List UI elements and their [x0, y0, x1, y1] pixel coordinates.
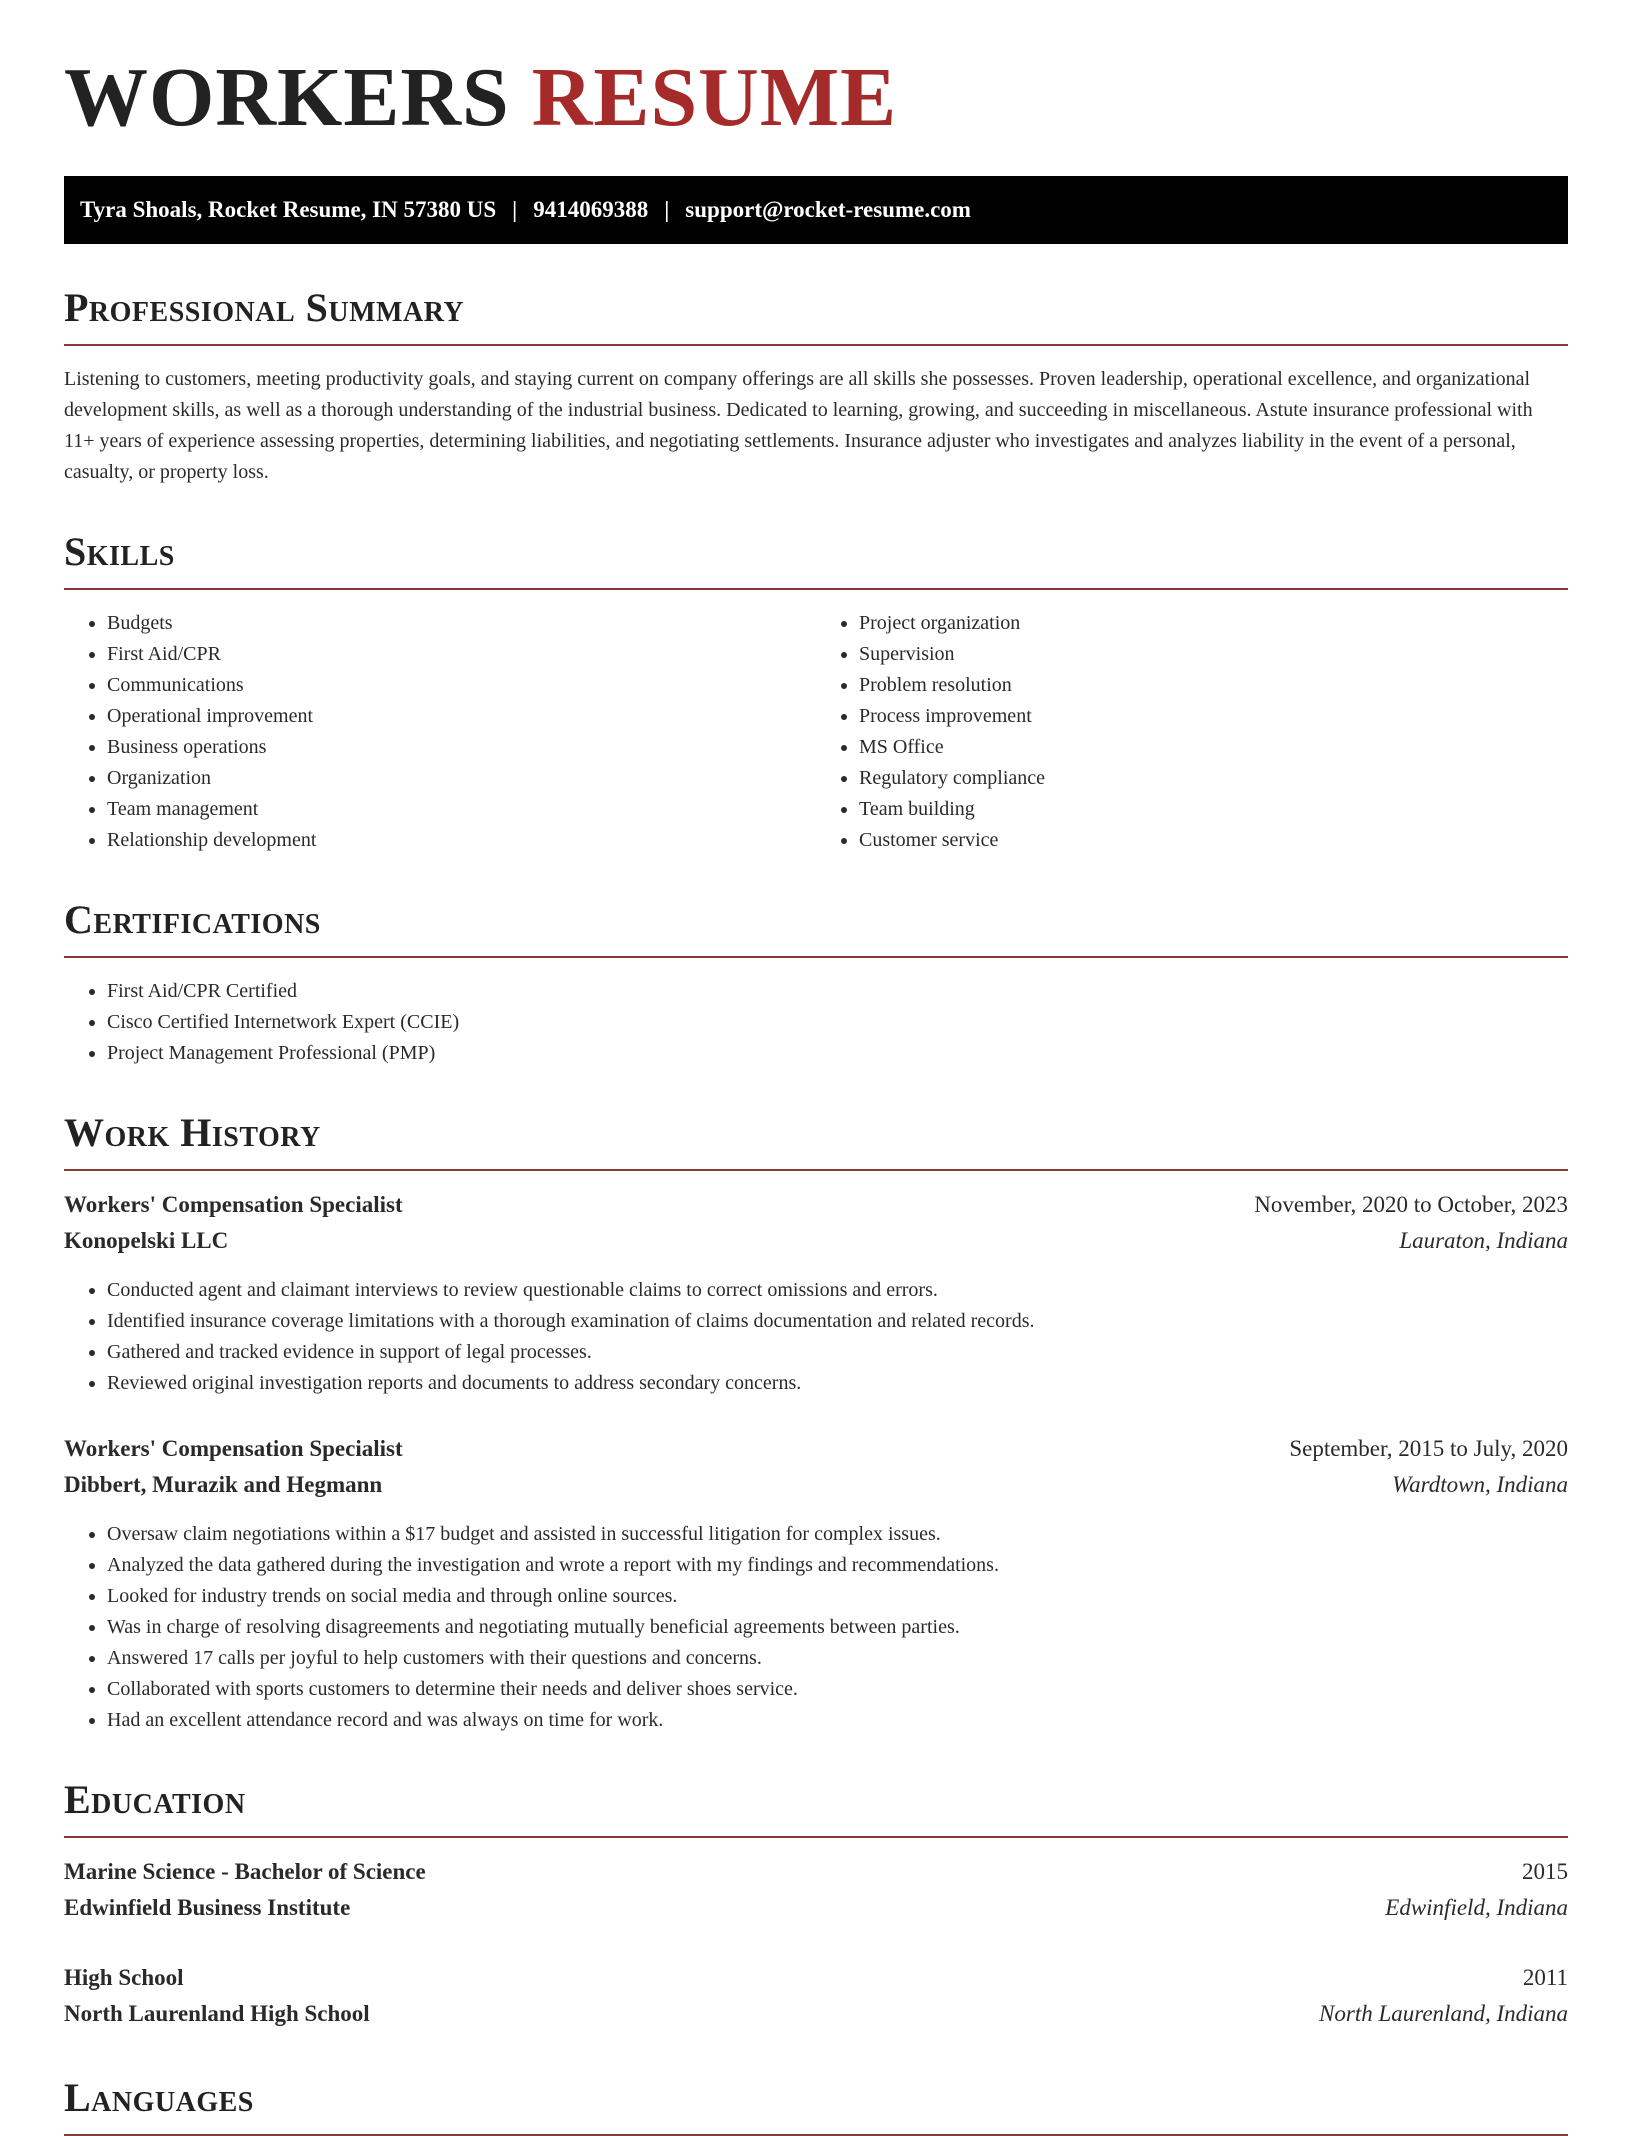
- section-heading: Languages: [64, 2078, 1568, 2136]
- summary-text: Listening to customers, meeting productivity goals, and staying current on company offerings are all skills she possesses. Proven leadership, operational excellence, and organizational development skills, as well as a thorough understanding of the industrial business. Dedicated to learning, growing, and succeeding in miscellaneous. Astute insurance professional with 11+ years of experience assessing properties, determining liabilities, and negotiating settlements. Insurance adjuster who investigates and analyzes liability in the event of a personal, casualty, or property loss.: [64, 368, 1533, 483]
- skills-column-right: [816, 608, 1568, 856]
- job-company: Dibbert, Murazik and Hegmann: [64, 1472, 383, 1497]
- section-heading: Skills: [64, 532, 1568, 590]
- work-history-section: [64, 1110, 1568, 1736]
- skill-item: • Process improvement: [859, 701, 1568, 732]
- job-bullet: • Reviewed original investigation reports and documents to address secondary concerns.: [107, 1368, 1568, 1399]
- education-year: 2011: [1522, 1965, 1568, 1990]
- certifications-section: [64, 897, 1568, 1069]
- section-heading: Certifications: [64, 900, 1568, 958]
- skills-column-left: [64, 608, 816, 856]
- skill-item: • Regulatory compliance: [859, 763, 1568, 794]
- title-first-word: WORKERS: [64, 51, 510, 144]
- job-title: Workers' Compensation Specialist: [64, 1192, 403, 1217]
- job-bullet: • Gathered and tracked evidence in support of legal processes.: [107, 1337, 1568, 1368]
- job-company: Konopelski LLC: [64, 1228, 229, 1253]
- skill-item: • Business operations: [107, 732, 816, 763]
- job-bullet: • Identified insurance coverage limitations with a thorough examination of claims documentation and related records.: [107, 1306, 1568, 1337]
- job-bullet: • Collaborated with sports customers to determine their needs and deliver shoes service.: [107, 1674, 1568, 1705]
- job-bullet: • Conducted agent and claimant interviews to review questionable claims to correct omissions and errors.: [107, 1275, 1568, 1306]
- job-bullet: • Looked for industry trends on social media and through online sources.: [107, 1581, 1568, 1612]
- skill-item: • Project organization: [859, 608, 1568, 639]
- education-entry: [64, 1962, 1568, 2034]
- education-school: North Laurenland High School: [64, 2001, 370, 2026]
- contact-email: support@rocket-resume.com: [685, 197, 971, 222]
- job-bullet: • Was in charge of resolving disagreements and negotiating mutually beneficial agreements between parties.: [107, 1612, 1568, 1643]
- job-bullet: • Had an excellent attendance record and was always on time for work.: [107, 1705, 1568, 1736]
- summary-section: [64, 285, 1568, 488]
- certification-item: • Project Management Professional (PMP): [107, 1038, 1568, 1069]
- job-dates: September, 2015 to July, 2020: [1289, 1436, 1568, 1461]
- job-entry: [64, 1189, 1568, 1399]
- education-section: [64, 1777, 1568, 2034]
- education-entry: [64, 1856, 1568, 1928]
- job-bullet: • Analyzed the data gathered during the investigation and wrote a report with my findings and recommendations.: [107, 1550, 1568, 1581]
- skill-item: • Team building: [859, 794, 1568, 825]
- skill-item: • Customer service: [859, 825, 1568, 856]
- job-entry: [64, 1433, 1568, 1736]
- skill-item: • Supervision: [859, 639, 1568, 670]
- skill-item: • MS Office: [859, 732, 1568, 763]
- job-location: Lauraton, Indiana: [1399, 1228, 1568, 1253]
- skill-item: • Communications: [107, 670, 816, 701]
- job-title: Workers' Compensation Specialist: [64, 1436, 403, 1461]
- education-school: Edwinfield Business Institute: [64, 1895, 351, 1920]
- certification-item: • Cisco Certified Internetwork Expert (CCIE): [107, 1007, 1568, 1038]
- education-degree: Marine Science - Bachelor of Science: [64, 1859, 426, 1884]
- job-location: Wardtown, Indiana: [1392, 1472, 1568, 1497]
- skill-item: • Organization: [107, 763, 816, 794]
- education-location: North Laurenland, Indiana: [1319, 2001, 1568, 2026]
- skill-item: • Problem resolution: [859, 670, 1568, 701]
- contact-address: Tyra Shoals, Rocket Resume, IN 57380 US: [80, 197, 497, 222]
- section-heading: Education: [64, 1780, 1568, 1838]
- job-bullet: • Oversaw claim negotiations within a $17 budget and assisted in successful litigation for complex issues.: [107, 1519, 1568, 1550]
- skill-item: • Team management: [107, 794, 816, 825]
- skill-item: • Budgets: [107, 608, 816, 639]
- skills-section: [64, 529, 1568, 856]
- skill-item: • First Aid/CPR: [107, 639, 816, 670]
- job-dates: November, 2020 to October, 2023: [1254, 1192, 1568, 1217]
- resume-title: [64, 0, 1568, 144]
- title-second-word: RESUME: [531, 51, 898, 144]
- education-degree: High School: [64, 1965, 184, 1990]
- education-year: 2015: [1522, 1859, 1568, 1884]
- languages-section: [64, 2075, 1568, 2136]
- certification-item: • First Aid/CPR Certified: [107, 976, 1568, 1007]
- section-heading: Professional Summary: [64, 288, 1568, 346]
- job-bullet: • Answered 17 calls per joyful to help customers with their questions and concerns.: [107, 1643, 1568, 1674]
- section-heading: Work History: [64, 1113, 1568, 1171]
- skill-item: • Operational improvement: [107, 701, 816, 732]
- contact-phone: 9414069388: [533, 197, 649, 222]
- contact-separator: |: [512, 197, 518, 222]
- skill-item: • Relationship development: [107, 825, 816, 856]
- education-location: Edwinfield, Indiana: [1385, 1895, 1568, 1920]
- contact-bar: [64, 176, 1568, 244]
- contact-separator: |: [664, 197, 670, 222]
